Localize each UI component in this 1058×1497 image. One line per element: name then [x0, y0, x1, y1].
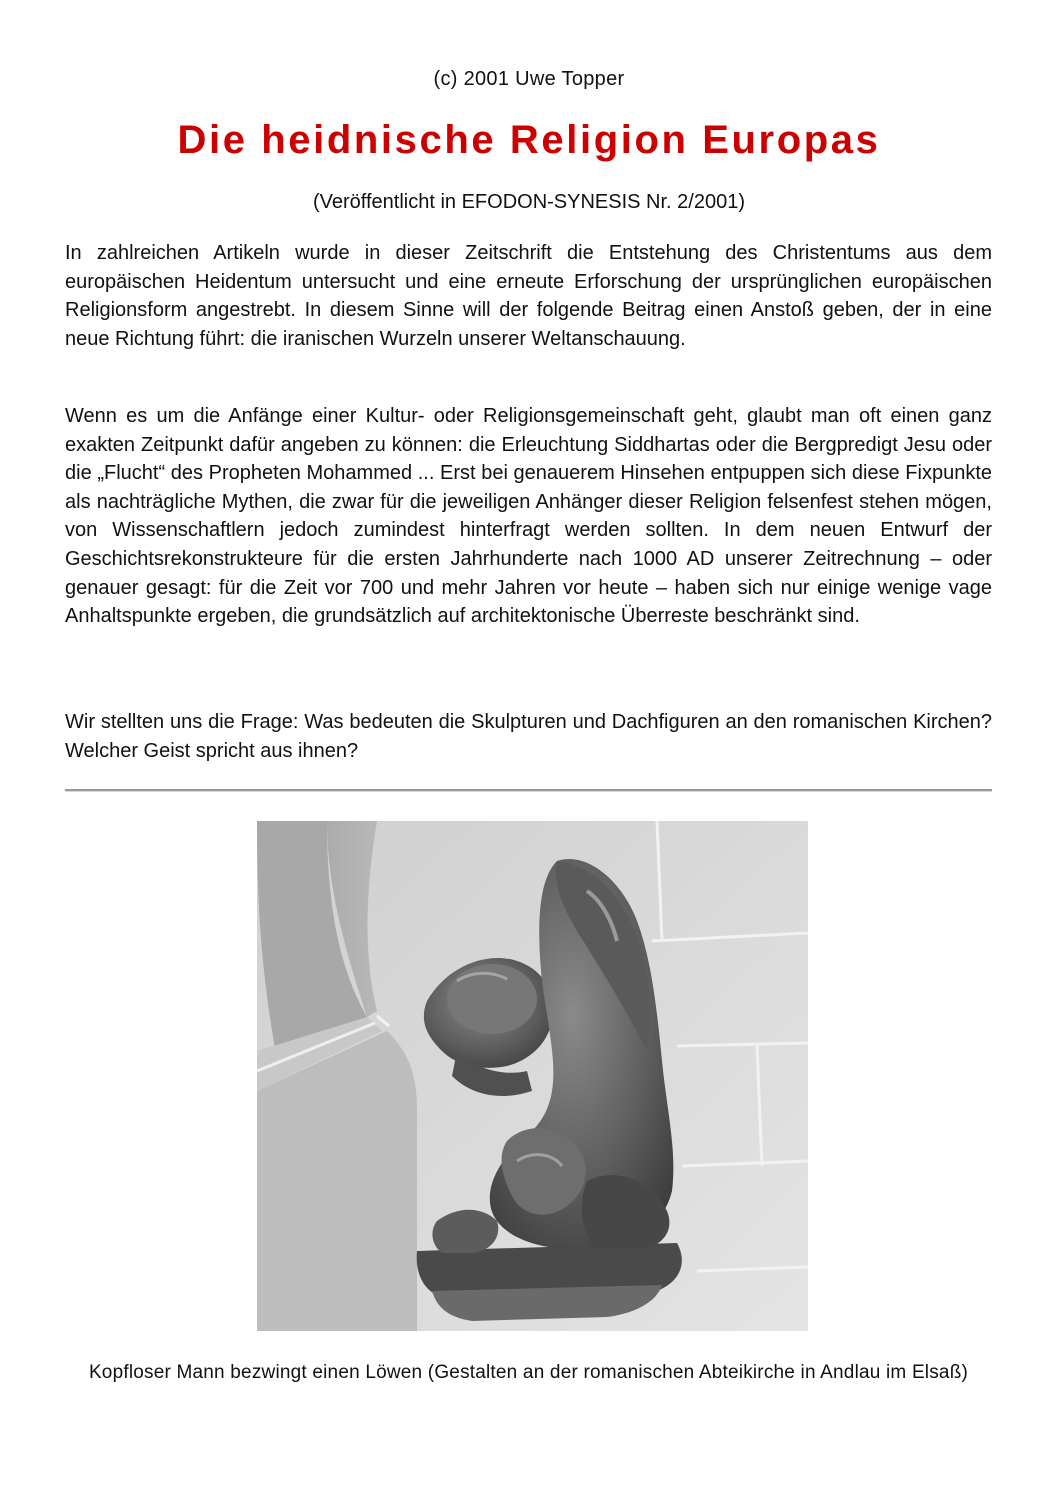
paragraph-origins: Wenn es um die Anfänge einer Kultur- oder Religionsgemeinschaft geht, glaubt man oft einen ganz exakten Zeitpunkt dafür angeben zu können: die Erleuchtung Siddhartas oder die Bergpredigt Jesu oder die „Flucht“ des Propheten Mohammed ... Erst bei genauerem Hinsehen entpuppen sich diese Fixpunkte als nachträgliche Mythen, die zwar für die jeweiligen Anhänger dieser Religion felsenfest stehen mögen, von Wissenschaftlern jedoch zumindest hinterfragt werden sollten. In dem neuen Entwurf der Geschichtsrekonstrukteure für die ersten Jahrhunderte nach 1000 AD unserer Zeitrechnung – oder genauer gesagt: für die Zeit vor 700 und mehr Jahren vor heute – haben sich nur einige wenige vage Anhaltspunkte ergeben, die grundsätzlich auf architektonische Überreste beschränkt sind.	[65, 405, 992, 628]
paragraph-question: Wir stellten uns die Frage: Was bedeuten die Skulpturen und Dachfiguren an den romanischen Kirchen? Welcher Geist spricht aus ihnen?	[65, 711, 992, 762]
horizontal-rule	[65, 789, 992, 792]
paragraph-intro: In zahlreichen Artikeln wurde in dieser Zeitschrift die Entstehung des Christentums aus dem europäischen Heidentum untersucht und eine erneute Erforschung der ursprünglichen europäischen Religionsform angestrebt. In diesem Sinne will der folgende Beitrag einen Anstoß geben, der in eine neue Richtung führt: die iranischen Wurzeln unserer Weltanschauung.	[65, 242, 992, 350]
document-title: Die heidnische Religion Europas	[177, 118, 881, 162]
sculpture-photo	[257, 821, 808, 1331]
publication-note: (Veröffentlicht in EFODON-SYNESIS Nr. 2/2001)	[312, 191, 746, 213]
copyright-line: (c) 2001 Uwe Topper	[433, 68, 625, 90]
figure-caption: Kopfloser Mann bezwingt einen Löwen (Gestalten an der romanischen Abteikirche in Andlau im Elsaß)	[88, 1362, 969, 1383]
